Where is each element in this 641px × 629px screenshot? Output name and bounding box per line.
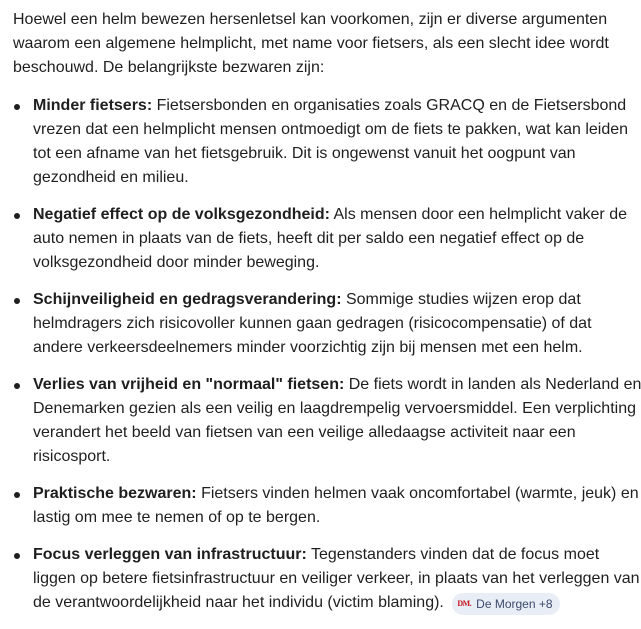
list-item-infrastructuur <box>13 543 641 615</box>
bullet-icon <box>14 104 20 110</box>
item-text: De fiets wordt in landen als Nederland en Denemarken gezien als een veilig en laagdrempelig vervoersmiddel. Een verplichting verandert het beeld van fietsen van een veilige alledaagse activiteit naar een risicosport. <box>33 376 641 465</box>
list-item-volksgezondheid <box>13 203 641 275</box>
answer-content <box>13 8 641 628</box>
item-title: Praktische bezwaren: <box>33 485 197 502</box>
bullet-icon <box>14 213 20 219</box>
bullet-icon <box>14 383 20 389</box>
item-title: Negatief effect op de volksgezondheid: <box>33 206 330 223</box>
list-item-schijnveiligheid <box>13 288 641 360</box>
item-title: Schijnveiligheid en gedragsverandering: <box>33 291 342 308</box>
item-text: Fietsers vinden helmen vaak oncomfortabel (warmte, jeuk) en lastig om mee te nemen of op te bergen. <box>33 485 639 526</box>
item-text: Als mensen door een helmplicht vaker de auto nemen in plaats van de fiets, heeft dit per saldo een negatief effect op de volksgezondheid door minder beweging. <box>33 206 627 271</box>
objections-list <box>13 94 641 615</box>
item-title: Focus verleggen van infrastructuur: <box>33 546 307 563</box>
bullet-icon <box>14 492 20 498</box>
item-title: Minder fietsers: <box>33 97 153 114</box>
item-text: Fietsersbonden en organisaties zoals GRACQ en de Fietsersbond vrezen dat een helmplicht mensen ontmoedigt om de fiets te pakken, wat kan leiden tot een afname van het fietsgebruik. Dit is ongewenst vanuit het oogpunt van gezondheid en milieu. <box>33 97 629 186</box>
de-morgen-logo-icon: DM. <box>457 599 472 608</box>
bullet-icon <box>14 553 20 559</box>
item-title: Verlies van vrijheid en "normaal" fietsen: <box>33 376 345 393</box>
item-text: Tegenstanders vinden dat de focus moet liggen op betere fietsinfrastructuur en veiliger verkeer, in plaats van het verleggen van de verantwoordelijkheid naar het individu (victim blaming). <box>33 546 640 611</box>
source-chip-label: De Morgen +8 <box>476 597 553 611</box>
list-item-praktische-bezwaren <box>13 482 641 530</box>
intro-paragraph: Hoewel een helm bewezen hersenletsel kan voorkomen, zijn er diverse argumenten waarom een algemene helmplicht, met name voor fietsers, als een slecht idee wordt beschouwd. De belangrijkste bezwaren zijn: <box>13 11 609 76</box>
list-item-verlies-vrijheid <box>13 373 641 469</box>
bullet-icon <box>14 298 20 304</box>
list-item-minder-fietsers <box>13 94 641 190</box>
item-text: Sommige studies wijzen erop dat helmdragers zich risicovoller kunnen gaan gedragen (risicocompensatie) of dat andere verkeersdeelnemers minder voorzichtig zijn bij mensen met een helm. <box>33 291 592 356</box>
source-chip-button[interactable] <box>452 593 559 615</box>
